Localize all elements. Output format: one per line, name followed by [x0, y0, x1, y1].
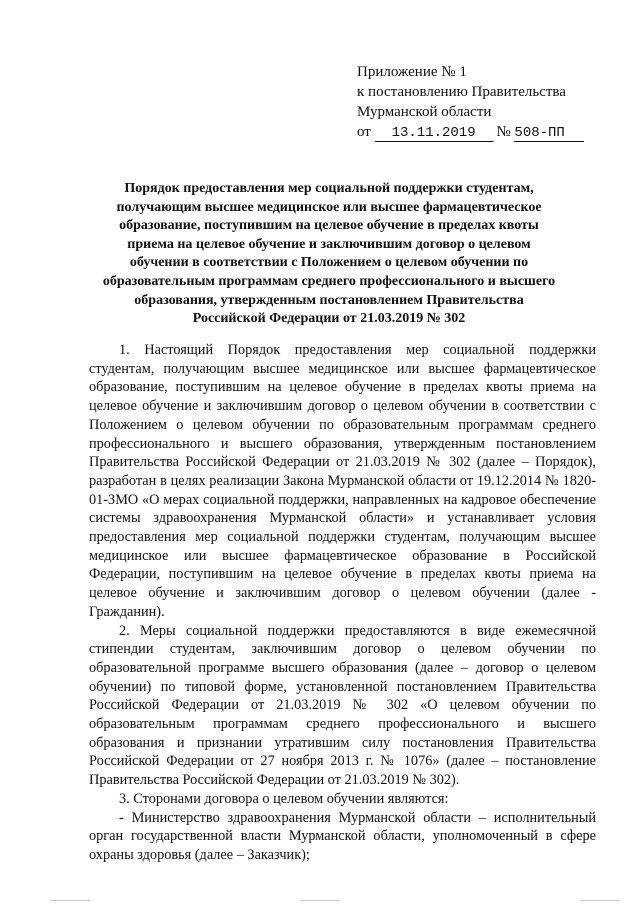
document-date: 13.11.2019	[391, 125, 476, 141]
appendix-reference: к постановлению Правительства	[357, 84, 566, 100]
paragraph-4: - Министерство здравоохранения Мурманской области – исполнительный орган государственной власти Мурманской области, уполномоченный в сфере охраны здоровья (далее – Заказчик);	[89, 809, 596, 863]
appendix-region: Мурманской области	[357, 104, 492, 120]
number-prefix: №	[496, 124, 511, 140]
date-prefix: от	[357, 124, 371, 140]
document-title: Порядок предоставления мер социальной поддержки студентам, получающим высшее медицинское или высшее фармацевтическое образование, поступившим на целевое обучение в пределах квоты приема на целевое обучение и заключившим договор о целевом обучении в соответствии с Положением о целевом обучении по образовательным программам среднего профессионального и высшего образования, утвержденным постановлением Правительства Российской Федерации от 21.03.2019 № 302	[102, 181, 556, 327]
scan-edge-mark	[580, 900, 620, 901]
paragraph-2: 2. Меры социальной поддержки предоставляются в виде ежемесячной стипендии студентам, заключившим договор о целевом обучении по образовательной программе высшего образования (далее – договор о целевом обучении) по типовой форме, установленной постановлением Правительства Российской Федерации от 21.03.2019 № 302 «О целевом обучении по образовательным программам среднего профессионального и высшего образования и признании утратившим силу постановления Правительства Российской Федерации от 27 ноября 2013 г. № 1076» (далее – постановление Правительства Российской Федерации от 21.03.2019 № 302).	[89, 622, 596, 789]
document-number: 508-ПП	[514, 125, 565, 141]
appendix-header	[357, 62, 584, 142]
document-body	[89, 341, 596, 865]
appendix-date-line	[357, 122, 584, 142]
paragraph-1: 1. Настоящий Порядок предоставления мер социальной поддержки студентам, получающим высшее медицинское или высшее фармацевтическое образование, поступившим на целевое обучение в пределах квоты приема на целевое обучение и заключившим договор о целевом обучении в соответствии с Положением о целевом обучении по образовательным программам среднего профессионального и высшего образования, утвержденным постановлением Правительства Российской Федерации от 21.03.2019 № 302 (далее – Порядок), разработан в целях реализации Закона Мурманской области от 19.12.2014 № 1820-01-ЗМО «О мерах социальной поддержки, направленных на кадровое обеспечение системы здравоохранения Мурманской области» и устанавливает условия предоставления мер социальной поддержки студентам, получающим высшее медицинское или высшее фармацевтическое образование в Российской Федерации, поступившим на целевое обучение в пределах квоты приема на целевое обучение и заключившим договор о целевом обучении (далее - Гражданин).	[89, 342, 596, 620]
appendix-number: Приложение № 1	[357, 64, 467, 80]
scan-edge-mark	[50, 900, 90, 901]
scan-edge-mark	[300, 900, 340, 901]
paragraph-3: 3. Сторонами договора о целевом обучении являются:	[119, 790, 449, 807]
